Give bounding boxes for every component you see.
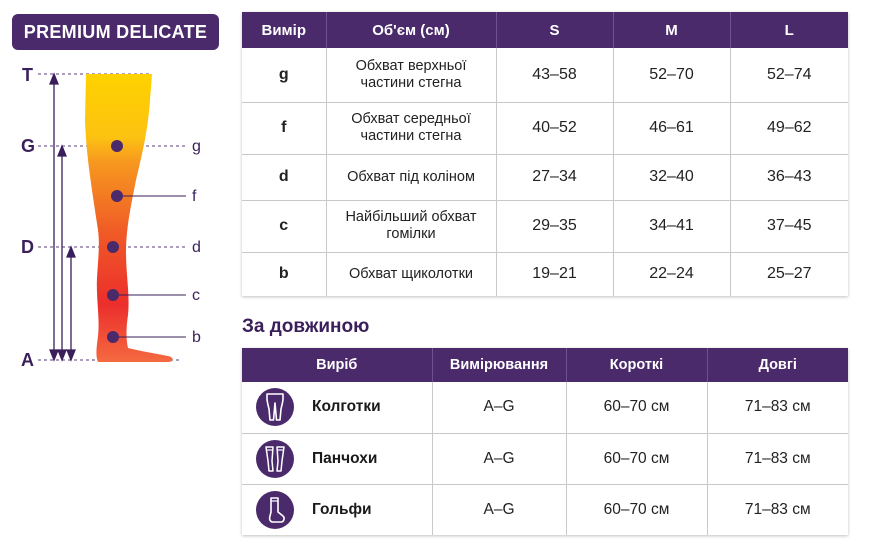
cell-short: 60–70 см [566,382,707,433]
product-cell [242,433,432,484]
cell-s: 19–21 [496,252,613,296]
table-row [242,154,848,200]
row-code: c [242,200,326,252]
point-g [111,140,123,152]
product-name: Колготки [312,398,381,416]
row-description: Найбільший обхват гомілки [326,200,496,252]
cell-l: 52–74 [730,48,848,102]
cell-short: 60–70 см [566,433,707,484]
point-c [107,289,119,301]
product-name: Панчохи [312,449,378,467]
col-header-measurement: Вимірювання [432,348,566,382]
point-label-c: c [192,287,200,304]
cell-m: 46–61 [613,102,730,154]
col-header-short: Короткі [566,348,707,382]
point-d [107,241,119,253]
cell-measurement: A–G [432,382,566,433]
point-label-g: g [192,138,201,155]
product-name: Гольфи [312,500,372,518]
point-label-b: b [192,329,201,346]
col-header-volume: Об'єм (см) [326,12,496,48]
length-section-title: За довжиною [242,316,370,337]
cell-s: 27–34 [496,154,613,200]
table-row [242,484,848,535]
point-b [107,331,119,343]
col-header-l: L [730,12,848,48]
cell-l: 37–45 [730,200,848,252]
size-table-header [242,12,848,48]
row-code: d [242,154,326,200]
cell-s: 40–52 [496,102,613,154]
row-code: b [242,252,326,296]
level-label-A: A [21,350,34,370]
cell-m: 22–24 [613,252,730,296]
cell-long: 71–83 см [707,484,848,535]
cell-measurement: A–G [432,484,566,535]
knee-socks-icon [256,491,294,529]
row-code: g [242,48,326,102]
col-header-product: Виріб [242,348,432,382]
table-row [242,48,848,102]
table-row [242,382,848,433]
cell-m: 34–41 [613,200,730,252]
level-label-D: D [21,237,34,257]
cell-m: 52–70 [613,48,730,102]
row-description: Обхват середньої частини стегна [326,102,496,154]
leg-diagram [0,60,230,370]
point-label-d: d [192,239,201,256]
cell-short: 60–70 см [566,484,707,535]
point-f [111,190,123,202]
product-cell [242,382,432,433]
cell-l: 49–62 [730,102,848,154]
cell-l: 36–43 [730,154,848,200]
tights-icon [256,388,294,426]
row-description: Обхват під коліном [326,154,496,200]
cell-m: 32–40 [613,154,730,200]
size-table [242,12,848,296]
length-table-header [242,348,848,382]
stockings-icon [256,440,294,478]
table-row [242,252,848,296]
cell-long: 71–83 см [707,433,848,484]
cell-l: 25–27 [730,252,848,296]
row-code: f [242,102,326,154]
cell-s: 29–35 [496,200,613,252]
cell-long: 71–83 см [707,382,848,433]
col-header-long: Довгі [707,348,848,382]
leg-shape [85,74,173,362]
table-row [242,102,848,154]
row-description: Обхват верхньої частини стегна [326,48,496,102]
cell-measurement: A–G [432,433,566,484]
col-header-m: M [613,12,730,48]
product-cell [242,484,432,535]
cell-s: 43–58 [496,48,613,102]
table-row [242,200,848,252]
level-label-G: G [21,136,36,156]
table-row [242,433,848,484]
product-badge: PREMIUM DELICATE [12,14,219,50]
col-header-s: S [496,12,613,48]
point-label-f: f [192,188,197,205]
level-label-T: T [22,65,33,85]
row-description: Обхват щиколотки [326,252,496,296]
length-table [242,348,848,535]
col-header-measure: Вимір [242,12,326,48]
